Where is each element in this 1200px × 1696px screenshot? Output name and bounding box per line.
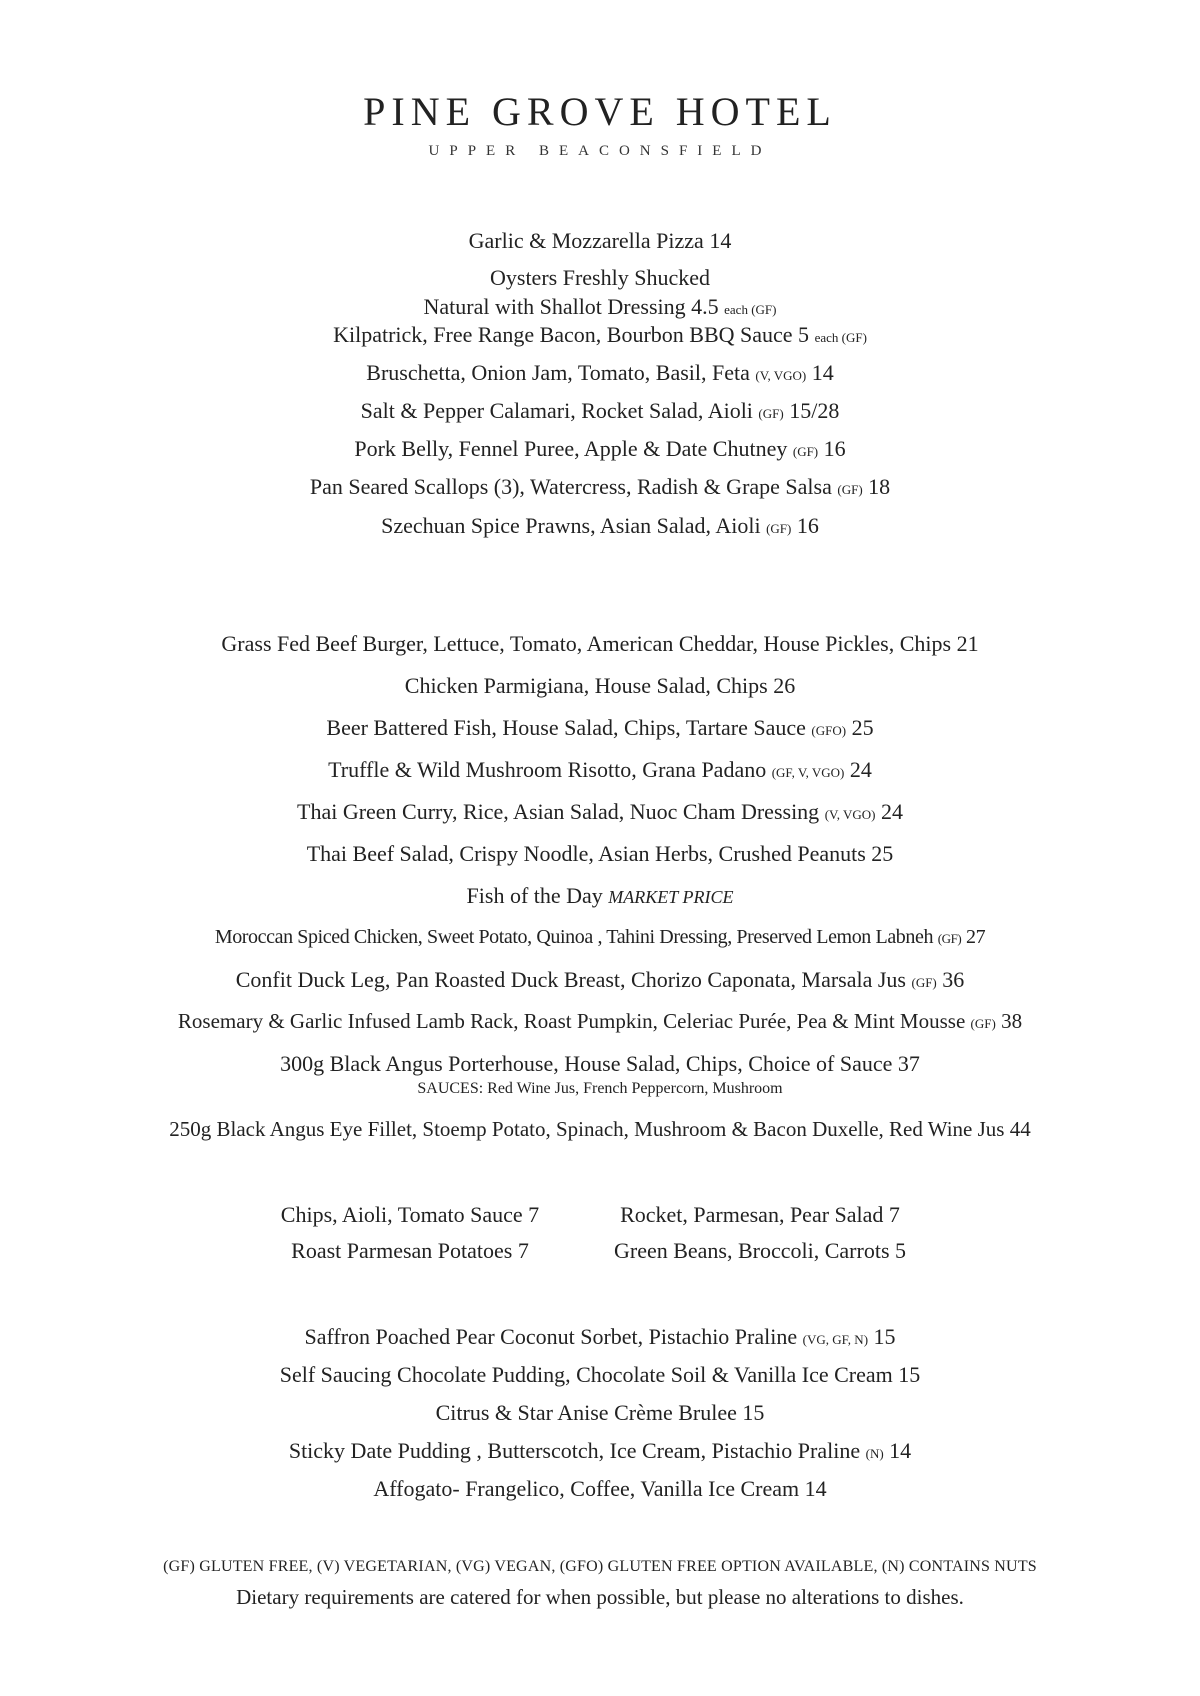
item-name: Truffle & Wild Mushroom Risotto, Grana Padano xyxy=(328,757,767,782)
item-note: (GF, V, VGO) xyxy=(771,765,845,780)
menu-item-sticky-date xyxy=(0,1440,1200,1478)
item-note: (N) xyxy=(865,1446,884,1461)
item-name: Fish of the Day xyxy=(466,883,603,908)
dietary-footer xyxy=(0,1559,1200,1608)
item-price: 15 xyxy=(873,1324,896,1349)
item-name: Natural with Shallot Dressing 4.5 xyxy=(423,294,719,319)
item-price: 38 xyxy=(1001,1009,1023,1033)
item-note: (GF) xyxy=(970,1016,996,1031)
item-price: 14 xyxy=(889,1438,912,1463)
menu-item-risotto xyxy=(0,759,1200,801)
hotel-header xyxy=(0,89,1200,159)
item-price: 18 xyxy=(868,474,891,499)
item-note: (GF) xyxy=(792,444,819,459)
desserts-section xyxy=(0,1326,1200,1516)
item-name: Beer Battered Fish, House Salad, Chips, Tartare Sauce xyxy=(326,715,806,740)
item-name: Rosemary & Garlic Infused Lamb Rack, Roast Pumpkin, Celeriac Purée, Pea & Mint Mousse xyxy=(177,1009,966,1033)
menu-item-calamari xyxy=(0,400,1200,438)
item-name: Pan Seared Scallops (3), Watercress, Radish & Grape Salsa xyxy=(309,474,832,499)
item-price: 16 xyxy=(796,513,819,538)
item-note: each (GF) xyxy=(724,302,777,317)
item-price: 14 xyxy=(811,360,834,385)
menu-item-chicken xyxy=(0,927,1200,969)
menu-item-fish-of-day xyxy=(0,885,1200,927)
item-note: (VG, GF, N) xyxy=(802,1332,869,1347)
side-potatoes: Roast Parmesan Potatoes 7 xyxy=(291,1238,529,1263)
item-name: Pork Belly, Fennel Puree, Apple & Date Chutney xyxy=(354,436,788,461)
hotel-name: PINE GROVE HOTEL xyxy=(363,89,837,134)
menu-item-lamb xyxy=(0,1011,1200,1053)
item-price: 16 xyxy=(823,436,846,461)
item-note: (V, VGO) xyxy=(824,807,876,822)
side-rocket-salad: Rocket, Parmesan, Pear Salad 7 xyxy=(620,1202,900,1227)
menu-item-scallops xyxy=(0,476,1200,515)
item-name: Sticky Date Pudding , Butterscotch, Ice Cream, Pistachio Praline xyxy=(288,1438,861,1463)
hotel-location: UPPER BEACONSFIELD xyxy=(428,143,772,159)
starters-section xyxy=(0,230,1200,553)
item-note: (GF) xyxy=(911,975,937,990)
item-name: Kilpatrick, Free Range Bacon, Bourbon BBQ Sauce 5 xyxy=(333,322,810,347)
item-note: (GF) xyxy=(837,482,863,497)
item-name: Moroccan Spiced Chicken, Sweet Potato, Quinoa , Tahini Dressing, Preserved Lemon Labneh xyxy=(214,926,934,948)
sides-row-2 xyxy=(0,1240,1200,1262)
item-price: 25 xyxy=(851,715,874,740)
menu-item-pizza: Garlic & Mozzarella Pizza 14 xyxy=(468,228,732,253)
menu-item-curry xyxy=(0,801,1200,843)
menu-item-pear xyxy=(0,1326,1200,1364)
menu-item-burger: Grass Fed Beef Burger, Lettuce, Tomato, American Cheddar, House Pickles, Chips 21 xyxy=(221,631,979,656)
sides-row-1 xyxy=(0,1204,1200,1228)
dietary-note: Dietary requirements are catered for when possible, but please no alterations to dishes. xyxy=(236,1585,964,1609)
dietary-legend: (GF) GLUTEN FREE, (V) VEGETARIAN, (VG) VEGAN, (GFO) GLUTEN FREE OPTION AVAILABLE, (N) CONTAINS NUTS xyxy=(163,1558,1037,1575)
menu-item-chocolate-pudding: Self Saucing Chocolate Pudding, Chocolate Soil & Vanilla Ice Cream 15 xyxy=(279,1362,921,1387)
item-name: Thai Green Curry, Rice, Asian Salad, Nuoc Cham Dressing xyxy=(297,799,820,824)
menu-item-porterhouse: 300g Black Angus Porterhouse, House Salad, Chips, Choice of Sauce 37 xyxy=(280,1051,920,1076)
item-name: Bruschetta, Onion Jam, Tomato, Basil, Feta xyxy=(366,360,750,385)
item-price: 36 xyxy=(942,967,965,992)
item-note: MARKET PRICE xyxy=(608,887,734,907)
item-name: Saffron Poached Pear Coconut Sorbet, Pistachio Praline xyxy=(304,1324,798,1349)
item-price: 24 xyxy=(849,757,872,782)
menu-item-duck xyxy=(0,969,1200,1011)
item-name: Szechuan Spice Prawns, Asian Salad, Aioli xyxy=(381,513,761,538)
menu-item-oysters-natural xyxy=(0,296,1200,324)
menu-item-oysters-kilpatrick xyxy=(0,324,1200,362)
menu-item-parmigiana: Chicken Parmigiana, House Salad, Chips 26 xyxy=(404,673,796,698)
item-name: Salt & Pepper Calamari, Rocket Salad, Aioli xyxy=(360,398,753,423)
sauces-note: SAUCES: Red Wine Jus, French Peppercorn, Mushroom xyxy=(417,1080,783,1097)
item-price: 27 xyxy=(965,926,986,948)
item-note: (GFO) xyxy=(811,723,847,738)
item-note: (GF) xyxy=(766,521,792,536)
menu-item-prawns xyxy=(0,515,1200,553)
menu-item-affogato: Affogato- Frangelico, Coffee, Vanilla Ice Cream 14 xyxy=(373,1476,827,1501)
item-note: (V, VGO) xyxy=(755,368,807,383)
item-note: (GF) xyxy=(937,931,962,946)
mains-section xyxy=(0,633,1200,1161)
item-note: each (GF) xyxy=(814,330,867,345)
menu-item-bruschetta xyxy=(0,362,1200,400)
item-price: 24 xyxy=(881,799,903,824)
menu-item-eye-fillet: 250g Black Angus Eye Fillet, Stoemp Potato, Spinach, Mushroom & Bacon Duxelle, Red Wine Jus 44 xyxy=(169,1117,1031,1141)
side-chips: Chips, Aioli, Tomato Sauce 7 xyxy=(280,1202,540,1227)
sides-section xyxy=(0,1204,1200,1274)
menu-item-pork-belly xyxy=(0,438,1200,476)
item-price: 15/28 xyxy=(789,398,840,423)
side-greens: Green Beans, Broccoli, Carrots 5 xyxy=(613,1238,907,1263)
menu-item-beef-salad: Thai Beef Salad, Crispy Noodle, Asian Herbs, Crushed Peanuts 25 xyxy=(306,841,894,866)
oysters-heading: Oysters Freshly Shucked xyxy=(490,265,710,290)
item-name: Confit Duck Leg, Pan Roasted Duck Breast, Chorizo Caponata, Marsala Jus xyxy=(235,967,906,992)
menu-item-fish xyxy=(0,717,1200,759)
item-note: (GF) xyxy=(758,406,784,421)
menu-item-brulee: Citrus & Star Anise Crème Brulee 15 xyxy=(435,1400,765,1425)
